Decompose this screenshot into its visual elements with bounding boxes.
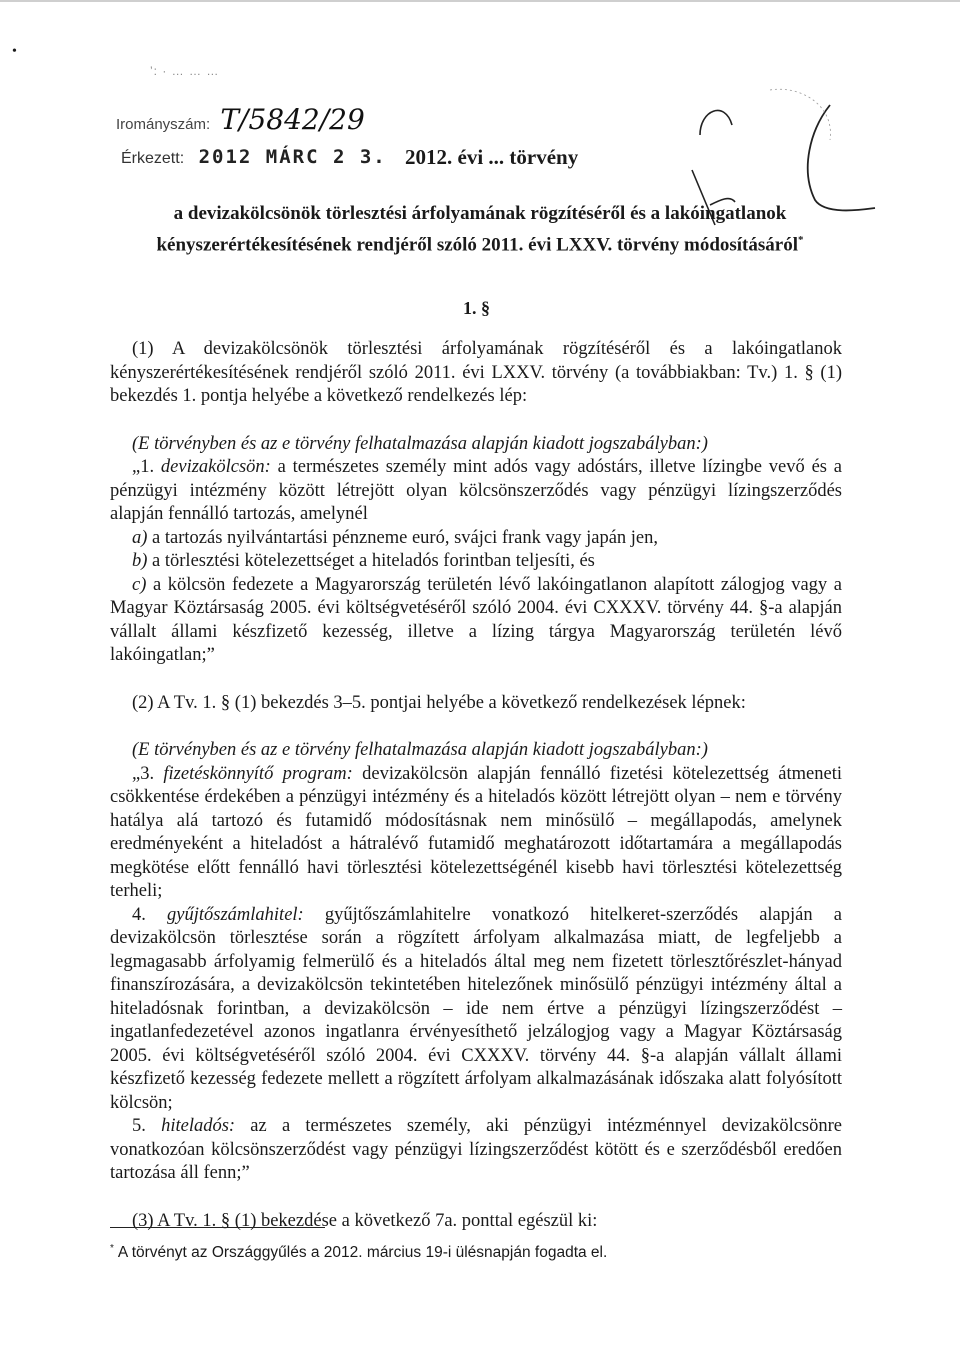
section-heading: 1. §: [463, 298, 490, 318]
footnote-text: A törvényt az Országgyűlés a 2012. március 19-i ülésnapján fogadta el.: [117, 1244, 608, 1262]
item-c-mark: c): [132, 574, 147, 595]
faint-stamp-text: ’: · … … …: [150, 64, 220, 78]
definition-3-text: devizakölcsön alapján fennálló fizetési kötelezettség átmeneti csökkentése érdekében a pénzügyi intézmény és a hiteladós között létrejött olyan – nem e törvény hatálya alá tartozó és futamidő módosításnak nem minősülő – megállapodás, amelynek eredményeként a hiteladóst a hátralévő futamidő meghatározott időtartamára a megállapodás megkötése előtt fennálló havi törlesztési kötelezettségénél kisebb havi törlesztési kötelezettség terheli;: [110, 763, 842, 901]
scan-mark: •: [12, 44, 17, 59]
iromanyszam-handwritten: T/5842/29: [220, 103, 365, 136]
erkezett-stamp: [121, 146, 387, 168]
paragraph-3: (3) A Tv. 1. § (1) bekezdése a következő 7a. ponttal egészül ki:: [132, 1210, 598, 1231]
definition-1-number: „1.: [132, 457, 161, 477]
paragraph-2-note: (E törvényben és az e törvény felhatalmazása alapján kiadott jogszabályban:): [132, 740, 708, 760]
definition-5-text: az a természetes személy, aki pénzügyi intézménnyel devizakölcsönre vonatkozóan kölcsönszerződést vagy pénzügyi lízingszerződést kötött és e szerződésből eredően tartozása áll fenn;”: [110, 1116, 843, 1183]
definition-4: [110, 904, 842, 1116]
definition-4-number: 4.: [132, 904, 168, 925]
title-footnote-mark: *: [798, 234, 804, 246]
iromanyszam: [116, 103, 365, 136]
paragraph-1-note: (E törvényben és az e törvény felhatalmazása alapján kiadott jogszabályban:): [132, 433, 708, 454]
definition-5-term: hiteladós:: [161, 1116, 236, 1136]
footnote-divider: [110, 1227, 325, 1228]
item-a-text: a tartozás nyilvántartási pénzneme euró, svájci frank vagy japán jen,: [147, 527, 659, 548]
definition-3-number: „3.: [132, 763, 164, 784]
item-c-text: a kölcsön fedezete a Magyarország területén lévő lakóingatlanon alapított zálogjog vagy a Magyar Köztársaság 2005. évi költségvetéséről szóló 2004. évi CXXXV. törvény 44. §-a alapján vállalt állami készfizető kezesség, illetve a lízing tárgya Magyarország területén lévő lakóingatlan;”: [110, 574, 842, 665]
iromanyszam-label: Irományszám:: [116, 116, 211, 133]
paragraph-1: (1) A devizakölcsönök törlesztési árfolyamának rögzítéséről és a lakóingatlanok kényszerértékesítésének rendjéről szóló 2011. évi LXXV. törvény (a továbbiakban: Tv.) 1. § (1) bekezdés 1. pontja helyébe a következő rendelkezés lép:: [110, 339, 842, 406]
item-b-text: a törlesztési kötelezettséget a hiteladós forintban teljesíti, és: [147, 551, 595, 571]
document-title: [120, 200, 840, 258]
scan-top-edge: [0, 0, 960, 2]
definition-4-term: gyűjtőszámlahitel:: [167, 904, 304, 925]
definition-3-term: fizetéskönnyítő program:: [163, 763, 353, 784]
paragraph-2: (2) A Tv. 1. § (1) bekezdés 3–5. pontjai helyébe a következő rendelkezések lépnek:: [132, 692, 746, 713]
erkezett-label: Érkezett:: [121, 150, 185, 167]
item-a: [110, 527, 842, 551]
title-line-2-text: kényszerértékesítésének rendjéről szóló 2011. évi LXXV. törvény módosításáról: [156, 234, 798, 256]
definition-1-text: a természetes személy mint adós vagy adóstárs, illetve lízingbe vevő és a pénzügyi intézmény között létrejött olyan kölcsönszerződés vagy pénzügyi lízingszerződés alapján fennálló tartozás, amelynél: [110, 457, 842, 524]
definition-1: [110, 456, 842, 527]
footnote-mark: *: [110, 1243, 114, 1254]
title-line-2: [120, 227, 840, 258]
item-b-mark: b): [132, 551, 148, 571]
item-c: [110, 574, 842, 668]
document-body: [110, 338, 842, 1233]
definition-5-number: 5.: [132, 1116, 162, 1136]
title-line-1: a devizakölcsönök törlesztési árfolyamának rögzítéséről és a lakóingatlanok: [173, 203, 787, 224]
definition-5: [110, 1115, 842, 1186]
definition-4-text: gyűjtőszámlahitelre vonatkozó hitelkeret-szerződés alapján a devizakölcsön törlesztése során a rögzített árfolyam alkalmazása miatt, de legfeljebb a legmagasabb árfolyamig felmerülő és a hiteladós által meg nem fizetett törlesztőrészlet-hányad finanszírozására, a devizakölcsön tekintetében hitelezőnek minősülő pénzügyi intézmény által a hiteladósnak forintban, a devizakölcsön – ide nem értve a pénzügyi lízingszerződést – ingatlanfedezetével azonos ingatlanra érvényesíthető jelzálogjog vagy a Magyar Köztársaság 2005. évi költségvetéséről szóló 2004. évi CXXXV. törvény 44. §-a alapján vállalt állami készfizető kezesség fedezete mellett a rögzített árfolyam alkalmazásának időszaka alatt folyósított kölcsön;: [110, 904, 842, 1113]
item-a-mark: a): [132, 527, 148, 548]
footnote: [110, 1243, 607, 1262]
definition-3: [110, 763, 842, 904]
law-number: 2012. évi ... törvény: [405, 145, 579, 169]
item-b: [110, 550, 842, 574]
erkezett-date: 2012 MÁRC 2 3.: [198, 146, 387, 168]
definition-1-term: devizakölcsön:: [160, 457, 271, 477]
